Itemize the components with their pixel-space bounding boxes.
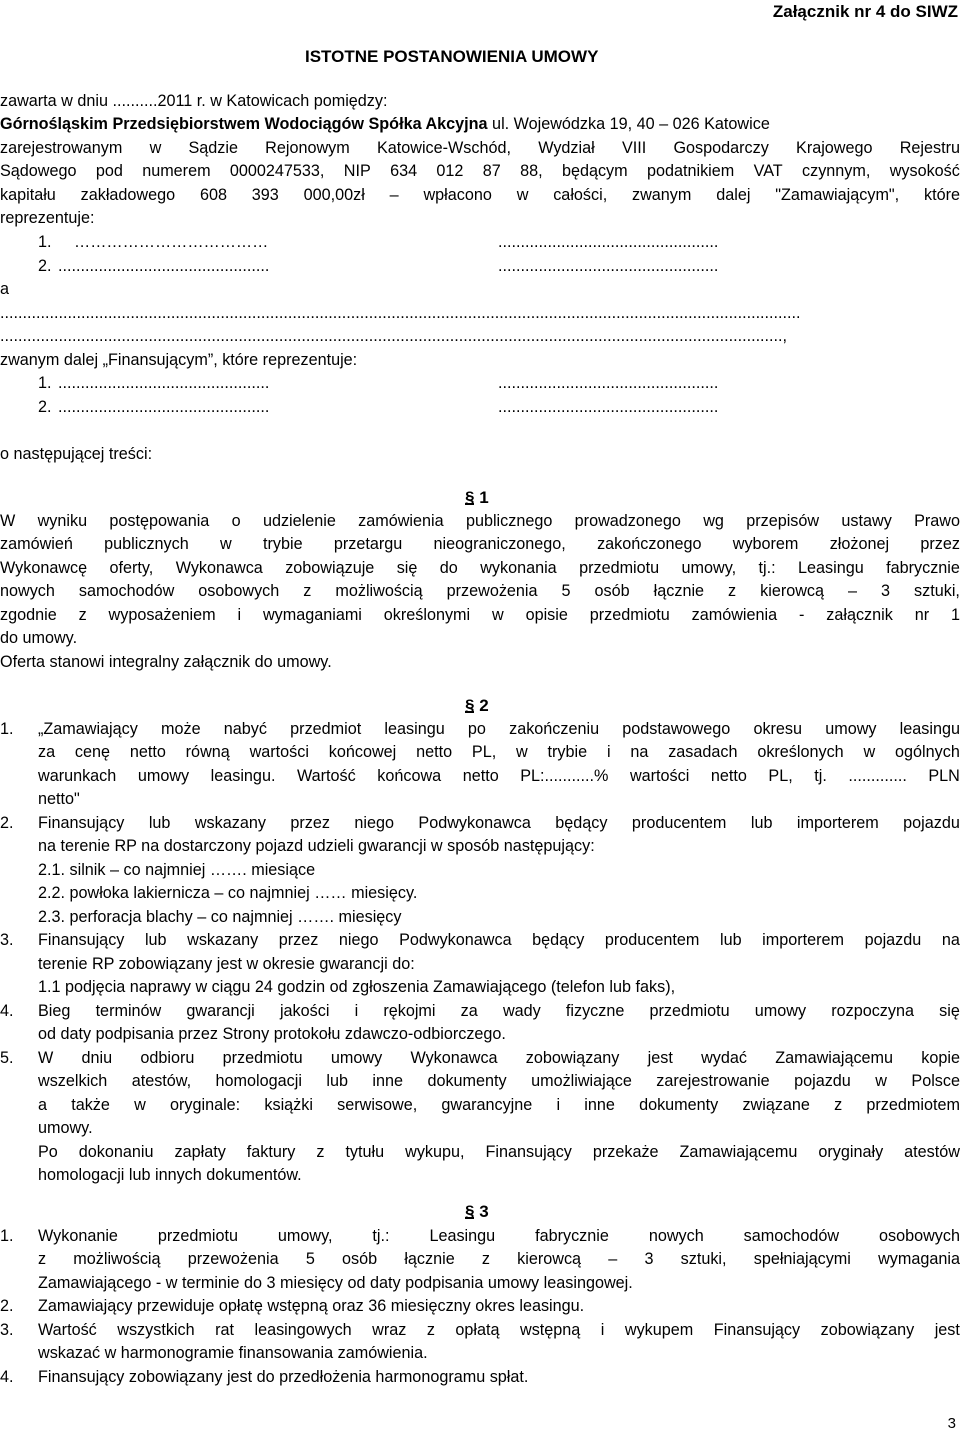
intro-line-1: zawarta w dniu ..........2011 r. w Katowicach pomiędzy: xyxy=(0,92,388,110)
s3-line: wskazać w harmonogramie finansowania zamówienia. xyxy=(38,1344,428,1362)
s2-item-number: 4. xyxy=(0,1002,14,1020)
section-number: 1 xyxy=(479,488,489,507)
intro-line-5: kapitału zakładowego 608 393 000,00zł – wpłacono w całości, zwanym dalej "Zamawiającym", które xyxy=(0,186,960,204)
frep2-name: ............................................... xyxy=(58,398,270,416)
intro-line-6: reprezentuje: xyxy=(0,209,95,227)
document-title: ISTOTNE POSTANOWIENIA UMOWY xyxy=(305,47,599,66)
s3-item-number: 4. xyxy=(0,1368,14,1386)
s3-line: Zamawiający przewiduje opłatę wstępną oraz 36 miesięczny okres leasingu. xyxy=(38,1297,585,1315)
s2-line: za cenę netto równą wartości końcowej netto PL, w trybie i na zasadach określonych w ogólnych xyxy=(38,743,960,761)
s2-line: Bieg terminów gwarancji jakości i rękojmi za wady fizyczne przedmiotu umowy rozpoczyna się xyxy=(38,1002,960,1020)
section-2-heading xyxy=(465,694,489,718)
s3-line: z możliwością przewożenia 5 osób łącznie z kierowcą – 3 sztuki, spełniającymi wymagania xyxy=(38,1250,960,1268)
frep1-name: ............................................... xyxy=(58,374,270,392)
section-number: 2 xyxy=(479,696,489,715)
s1-line: zgodnie z wyposażeniem i wymaganiami określonymi w opisie przedmiotu zamówienia - załącznik nr 1 xyxy=(0,606,960,624)
rep2-name: ............................................... xyxy=(58,257,270,275)
s3-line: Finansujący zobowiązany jest do przedłożenia harmonogramu spłat. xyxy=(38,1368,529,1386)
s2-line: Po dokonaniu zapłaty faktury z tytułu wykupu, Finansujący przekaże Zamawiającemu oryginały atestów xyxy=(38,1143,960,1161)
s2-line: umowy. xyxy=(38,1119,93,1137)
s2-item-number: 5. xyxy=(0,1049,14,1067)
intro-line-4: Sądowego pod numerem 0000247533, NIP 634 012 87 88, będącym podatnikiem VAT czynnym, wysokość xyxy=(0,162,960,180)
s3-line: Zamawiającego - w terminie do 3 miesięcy od daty podpisania umowy leasingowej. xyxy=(38,1274,633,1292)
section-number: 3 xyxy=(479,1202,489,1221)
section-3-heading xyxy=(465,1200,489,1224)
s2-line: 2.1. silnik – co najmniej ……. miesiące xyxy=(38,861,316,879)
s3-line: Wykonanie przedmiotu umowy, tj.: Leasingu fabrycznie nowych samochodów osobowych xyxy=(38,1227,960,1245)
page-number: 3 xyxy=(947,1415,956,1432)
s2-line: od daty podpisania przez Strony protokołu zdawczo-odbiorczego. xyxy=(38,1025,506,1043)
s2-line: homologacji lub innych dokumentów. xyxy=(38,1166,302,1184)
s2-line: warunkach umowy leasingu. Wartość końcowa netto PL:...........% wartości netto PL, tj. ............. PLN xyxy=(38,767,960,785)
paragraph-sign: § xyxy=(465,1202,475,1221)
s2-line: 2.2. powłoka lakiernicza – co najmniej …… miesięcy. xyxy=(38,884,418,902)
s3-item-number: 2. xyxy=(0,1297,14,1315)
dots-line-2: .............................................................................................................................................................................., xyxy=(0,327,788,345)
and-word: a xyxy=(0,280,10,298)
s3-line: Wartość wszystkich rat leasingowych wraz z opłatą wstępną i wykupem Finansujący zobowiązany jest xyxy=(38,1321,960,1339)
s2-item-number: 2. xyxy=(0,814,14,832)
rep1-number: 1. xyxy=(38,233,52,251)
s1-line: nowych samochodów osobowych z możliwością przewożenia 5 osób łącznie z kierowcą – 3 sztuki, xyxy=(0,582,960,600)
financing-party: zwanym dalej „Finansującym”, które reprezentuje: xyxy=(0,351,358,369)
s1-line: zamówień publicznych w trybie przetargu nieograniczonego, zakończonego wyborem złożonej przez xyxy=(0,535,960,553)
intro-line-2 xyxy=(0,113,770,137)
s2-line: 1.1 podjęcia naprawy w ciągu 24 godzin od zgłoszenia Zamawiającego (telefon lub faks), xyxy=(38,978,676,996)
rep2-number: 2. xyxy=(38,257,52,275)
s2-line: netto" xyxy=(38,790,80,808)
rep1-name: ……………………………… xyxy=(74,233,269,251)
s2-line: „Zamawiający może nabyć przedmiot leasingu po zakończeniu podstawowego okresu umowy leasingu xyxy=(38,720,960,738)
intro-line-3: zarejestrowanym w Sądzie Rejonowym Katowice-Wschód, Wydział VIII Gospodarczy Krajowego Rejestru xyxy=(0,139,960,157)
paragraph-sign: § xyxy=(465,696,475,715)
following-content: o następującej treści: xyxy=(0,445,153,463)
frep2-function: ................................................. xyxy=(498,398,719,416)
rep2-function: ................................................. xyxy=(498,257,719,275)
s1-line: do umowy. xyxy=(0,629,78,647)
frep2-number: 2. xyxy=(38,398,52,416)
s2-line: a także w oryginale: książki serwisowe, gwarancyjne i inne dokumenty związane z przedmiotem xyxy=(38,1096,960,1114)
paragraph-sign: § xyxy=(465,488,475,507)
rep1-function: ................................................. xyxy=(498,233,719,251)
s2-line: W dniu odbioru przedmiotu umowy Wykonawca zobowiązany jest wydać Zamawiającemu kopie xyxy=(38,1049,960,1067)
frep1-number: 1. xyxy=(38,374,52,392)
company-address: ul. Wojewódzka 19, 40 – 026 Katowice xyxy=(487,115,770,133)
s2-line: Finansujący lub wskazany przez niego Podwykonawca będący producentem lub importerem pojazdu na xyxy=(38,931,960,949)
s2-line: Finansujący lub wskazany przez niego Podwykonawca będący producentem lub importerem pojazdu xyxy=(38,814,960,832)
section-1-heading xyxy=(465,486,489,510)
s2-line: terenie RP zobowiązany jest w okresie gwarancji do: xyxy=(38,955,415,973)
attachment-label: Załącznik nr 4 do SIWZ xyxy=(772,2,958,21)
s1-line: Wykonawcę oferty, Wykonawca zobowiązuje się do wykonania przedmiotu umowy, tj.: Leasingu fabrycznie xyxy=(0,559,960,577)
s2-line: na terenie RP na dostarczony pojazd udzieli gwarancji w sposób następujący: xyxy=(38,837,595,855)
s3-item-number: 3. xyxy=(0,1321,14,1339)
frep1-function: ................................................. xyxy=(498,374,719,392)
s1-line: W wyniku postępowania o udzielenie zamówienia publicznego prowadzonego wg przepisów ustawy Prawo xyxy=(0,512,960,530)
s2-item-number: 1. xyxy=(0,720,14,738)
dots-line-1: .................................................................................................................................................................................. xyxy=(0,304,801,322)
s3-item-number: 1. xyxy=(0,1227,14,1245)
s2-item-number: 3. xyxy=(0,931,14,949)
s2-line: 2.3. perforacja blachy – co najmniej ……. miesięcy xyxy=(38,908,402,926)
company-name: Górnośląskim Przedsiębiorstwem Wodociągów Spółka Akcyjna xyxy=(0,115,488,133)
s1-line: Oferta stanowi integralny załącznik do umowy. xyxy=(0,653,332,671)
s2-line: wszelkich atestów, homologacji lub inne dokumenty umożliwiające zarejestrowanie pojazdu w Polsce xyxy=(38,1072,960,1090)
